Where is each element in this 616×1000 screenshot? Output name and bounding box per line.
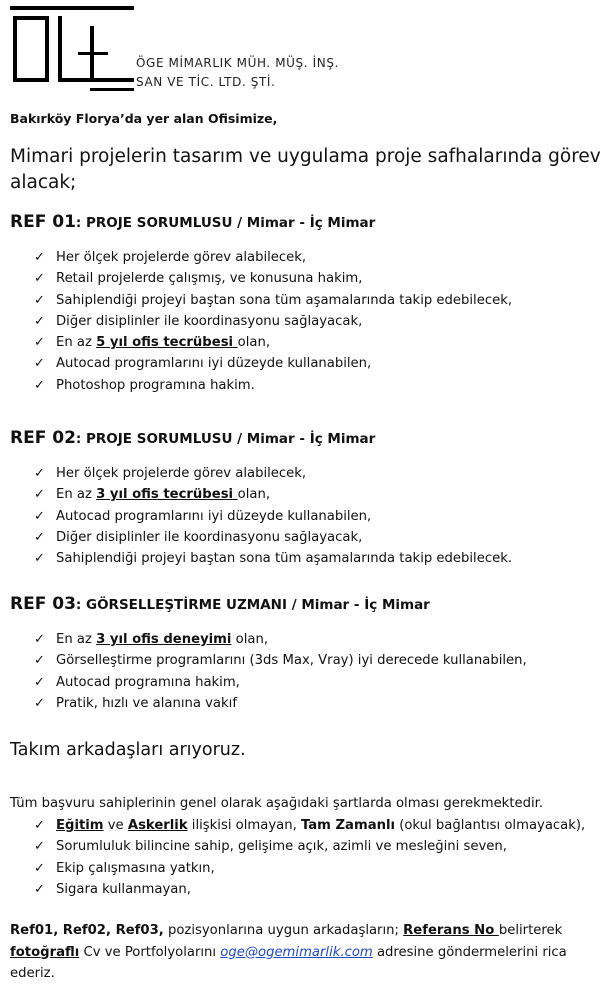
ref-code: REF 02	[10, 428, 76, 448]
list-item: ✓ Her ölçek projelerde görev alabilecek,	[0, 463, 616, 484]
check-icon: ✓	[34, 860, 45, 876]
company-name	[136, 54, 339, 92]
list-item: ✓ Autocad programlarını iyi düzeyde kullanabilen,	[0, 353, 616, 374]
list-item: ✓ En az 3 yıl ofis tecrübesi olan,	[0, 484, 616, 505]
company-line-2: SAN VE TİC. LTD. ŞTİ.	[136, 75, 276, 89]
list-item: ✓ Pratik, hızlı ve alanına vakıf	[0, 693, 616, 714]
list-item: ✓ Diğer disiplinler ile koordinasyonu sağlayacak,	[0, 527, 616, 548]
ref-01-title	[10, 212, 375, 232]
check-icon: ✓	[34, 377, 45, 393]
list-item: ✓ Ekip çalışmasına yatkın,	[0, 858, 616, 879]
list-item: ✓ Görselleştirme programlarını (3ds Max, Vray) iyi derecede kullanabilen,	[0, 650, 616, 671]
email-link[interactable]: oge@ogemimarlik.com	[220, 944, 373, 960]
check-icon: ✓	[34, 508, 45, 524]
company-line-1: ÖGE MİMARLIK MÜH. MÜŞ. İNŞ.	[136, 56, 339, 70]
check-icon: ✓	[34, 839, 45, 855]
headline: Mimari projelerin tasarım ve uygulama proje safhalarında görev alacak;	[10, 146, 601, 193]
list-item: ✓ Autocad programlarını iyi düzeyde kullanabilen,	[0, 506, 616, 527]
list-item: ✓ Sahiplendiği projeyi baştan sona tüm aşamalarında takip edebilecek,	[0, 290, 616, 311]
application-footer: Ref01, Ref02, Ref03, pozisyonlarına uygun arkadaşların; Referans No belirterek fotoğraflı Cv ve Portfolyolarını oge@ogemimarlik.com adresine göndermelerini rica ederiz.	[10, 923, 567, 981]
check-icon: ✓	[34, 653, 45, 669]
list-item: ✓ Sahiplendiği projeyi baştan sona tüm aşamalarında takip edebilecek.	[0, 548, 616, 569]
list-item: ✓ Sigara kullanmayan,	[0, 879, 616, 900]
list-item: ✓ Retail projelerde çalışmış, ve konusuna hakim,	[0, 268, 616, 289]
check-icon: ✓	[34, 818, 45, 833]
ref-position: : GÖRSELLEŞTİRME UZMANI / Mimar - İç Mimar	[75, 597, 430, 613]
ref-code: REF 01	[10, 212, 76, 232]
ref-03-list	[0, 629, 616, 714]
check-icon: ✓	[34, 632, 45, 647]
ref-01-list	[0, 247, 616, 396]
check-icon: ✓	[34, 466, 45, 481]
ref-02-title	[10, 428, 375, 448]
check-icon: ✓	[34, 356, 45, 372]
ref-03-title	[10, 594, 430, 614]
list-item: ✓ Sorumluluk bilincine sahip, gelişime açık, azimli ve mesleğini seven,	[0, 836, 616, 857]
list-item: ✓ En az 5 yıl ofis tecrübesi olan,	[0, 332, 616, 353]
check-icon: ✓	[34, 674, 45, 690]
check-icon: ✓	[34, 313, 45, 329]
list-item: ✓ En az 3 yıl ofis deneyimi olan,	[0, 629, 616, 650]
oge-logo	[10, 6, 134, 92]
check-icon: ✓	[34, 292, 45, 308]
ref-02-list	[0, 463, 616, 569]
check-icon: ✓	[34, 335, 45, 351]
requirements-list	[0, 815, 616, 900]
check-icon: ✓	[34, 529, 45, 545]
list-item: ✓ Diğer disiplinler ile koordinasyonu sağlayacak,	[0, 311, 616, 332]
check-icon: ✓	[34, 695, 45, 711]
check-icon: ✓	[34, 551, 45, 567]
list-item: ✓ Eğitim ve Askerlik ilişkisi olmayan, Tam Zamanlı (okul bağlantısı olmayacak),	[0, 815, 616, 836]
check-icon: ✓	[34, 881, 45, 897]
requirements-intro: Tüm başvuru sahiplerinin genel olarak aşağıdaki şartlarda olması gerekmektedir.	[10, 796, 544, 811]
ref-position: : PROJE SORUMLUSU / Mimar - İç Mimar	[75, 215, 376, 231]
list-item: ✓ Her ölçek projelerde görev alabilecek,	[0, 247, 616, 268]
check-icon: ✓	[34, 271, 45, 287]
check-icon: ✓	[34, 250, 45, 265]
check-icon: ✓	[34, 487, 45, 503]
list-item: ✓ Autocad programına hakim,	[0, 672, 616, 693]
office-intro: Bakırköy Florya’da yer alan Ofisimize,	[10, 111, 278, 126]
list-item: ✓ Photoshop programına hakim.	[0, 375, 616, 396]
ref-position: : PROJE SORUMLUSU / Mimar - İç Mimar	[75, 431, 376, 447]
team-heading: Takım arkadaşları arıyoruz.	[10, 740, 246, 760]
ref-code: REF 03	[10, 594, 76, 614]
